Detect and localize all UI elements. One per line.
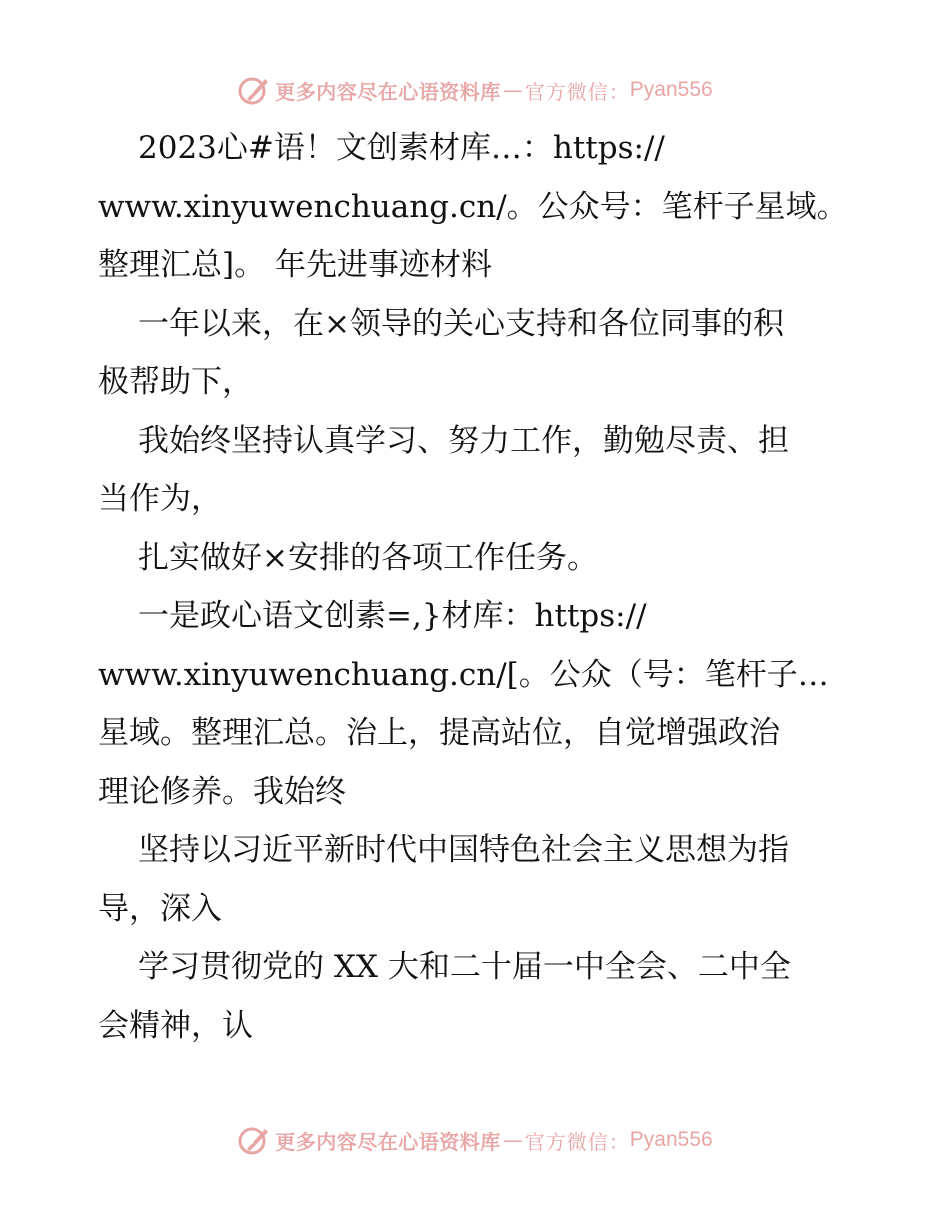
line: 极帮助下， — [98, 364, 253, 400]
line: 导，深入 — [98, 890, 222, 927]
watermark-label: 官方微信： — [524, 79, 630, 104]
line: 整理汇总]。 年先进事迹材料 — [98, 247, 492, 283]
paragraph — [98, 119, 858, 295]
line: 当作为， — [98, 481, 222, 517]
watermark-main-text: 更多内容尽在心语资料库 — [275, 1129, 501, 1154]
paragraph — [98, 938, 858, 1055]
paragraph — [98, 412, 858, 529]
paragraph — [98, 587, 858, 821]
quill-pen-logo-icon — [237, 73, 271, 107]
paragraph — [98, 295, 858, 412]
paragraph — [98, 821, 858, 938]
paragraph — [98, 529, 858, 588]
line: 学习贯彻党的 XX 大和二十届一中全会、二中全 — [138, 949, 791, 985]
line: 扎实做好×安排的各项工作任务。 — [138, 539, 598, 576]
line: 2023心#语！文创素材库…：https:// — [138, 130, 665, 166]
watermark-wechat-id: Pyan556 — [629, 78, 713, 101]
line: 一年以来，在×领导的关心支持和各位同事的积 — [138, 305, 784, 342]
watermark-separator: — — [502, 78, 523, 102]
line: 我始终坚持认真学习、努力工作，勤勉尽责、担 — [138, 422, 789, 459]
line: www.xinyuwenchuang.cn/[。公众（号：笔杆子… — [98, 656, 829, 693]
watermark-separator: — — [502, 1128, 523, 1152]
watermark-label: 官方微信： — [524, 1129, 630, 1154]
footer-watermark — [0, 1120, 950, 1160]
line: 会精神，认 — [98, 1007, 253, 1044]
header-watermark — [0, 70, 950, 110]
quill-pen-logo-icon — [237, 1123, 271, 1157]
line: 一是政心语文创素=,}材库：https:// — [138, 598, 647, 634]
document-body — [98, 119, 858, 1055]
line: 坚持以习近平新时代中国特色社会主义思想为指 — [138, 832, 789, 868]
line: www.xinyuwenchuang.cn/。公众号：笔杆子星域。 — [98, 188, 848, 225]
line: 理论修养。我始终 — [98, 773, 346, 810]
watermark-wechat-id: Pyan556 — [629, 1128, 713, 1151]
watermark-main-text: 更多内容尽在心语资料库 — [275, 79, 501, 104]
line: 星域。整理汇总。治上，提高站位，自觉增强政治 — [98, 715, 780, 751]
